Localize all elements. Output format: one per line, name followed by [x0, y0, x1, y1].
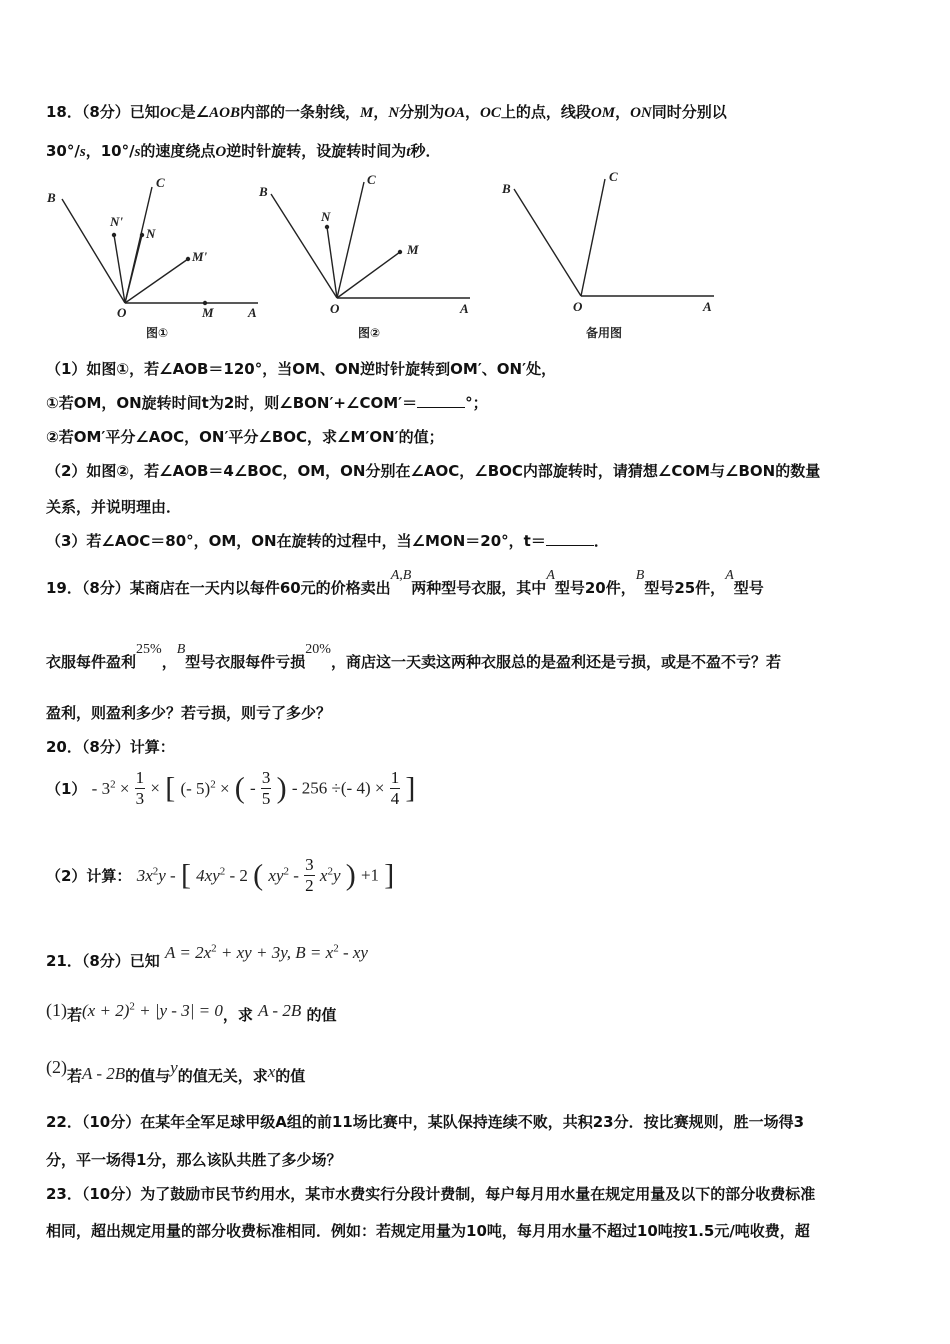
- q19-line2: 衣服每件盈利25%，B型号衣服每件亏损20%，商店这一天卖这两种衣服总的是盈利还是亏损，或是不盈不亏？若: [46, 642, 781, 671]
- point-n: [140, 233, 144, 237]
- fig1-label-a: A: [248, 305, 257, 320]
- fig3-caption: 备用图: [586, 326, 623, 340]
- q23-line2: 相同，超出规定用量的部分收费标准相同．例如：若规定用量为10吨，每月用水量不超过10吨按1.5元/吨收费，超: [46, 1222, 810, 1240]
- fig1-label-n: N: [146, 226, 156, 241]
- q18-part2b: 关系，并说明理由．: [46, 498, 182, 516]
- q20-part1: $(1) - 3^2$ × $\frac{1}{3}$ × [ (- 5)$^2$ × ( - $\frac{3}{5}$ ) - 256 ÷(- 4) × $\frac{1}{4}$ ]: [46, 768, 416, 808]
- fig1-caption: 图①: [146, 326, 169, 340]
- fig3-label-c: C: [609, 169, 618, 184]
- fig1-label-m-prime: M': [192, 249, 208, 264]
- fig2-label-c: C: [367, 172, 376, 187]
- q22-line2: 分，平一场得1分，那么该队共胜了多少场？: [46, 1151, 342, 1169]
- fig1-label-o: O: [117, 305, 127, 320]
- q18-line2: 30°/s，10°/s的速度绕点O逆时针旋转，设旋转时间为t秒．: [46, 142, 441, 160]
- q18-part1: （1）如图①，若∠AOB＝120°，当OM、ON逆时针旋转到OM′、ON′处，: [46, 360, 557, 378]
- q22-line1: 22．（10分）在某年全军足球甲级A组的前11场比赛中，某队保持连续不败，共积23分．按比赛规则，胜一场得3: [46, 1113, 805, 1131]
- fig2-label-o: O: [330, 301, 340, 316]
- point-m-prime: [186, 257, 190, 261]
- q20-part2: （2）计算： $3x^2y$ - [ $4xy^2 - 2$ ( $xy^2$ - $\frac{3}{2}$ $x^2y$ ) +1 ]: [46, 855, 395, 895]
- q18-part3: （3）若∠AOC＝80°，OM，ON在旋转的过程中，当∠MON＝20°，t＝ ．: [46, 532, 609, 550]
- q21-part2: (2)若A - 2B的值与y的值无关，求x的值: [46, 1057, 306, 1085]
- point-n: [325, 225, 329, 229]
- q18-part1b: ②若OM′平分∠AOC，ON′平分∠BOC，求∠M′ON′的值；: [46, 428, 444, 446]
- fig2-caption: 图②: [358, 326, 381, 340]
- fig3-label-a: A: [703, 299, 712, 314]
- q19-line1: 19．（8分）某商店在一天内以每件60元的价格卖出A,B两种型号衣服，其中A型号20件，B型号25件，A型号: [46, 568, 764, 597]
- q18-part2a: （2）如图②，若∠AOB＝4∠BOC，OM，ON分别在∠AOC，∠BOC内部旋转时，请猜想∠COM与∠BON的数量: [46, 462, 821, 480]
- figure-3: [514, 179, 714, 296]
- figure-1: [62, 187, 258, 303]
- fig3-label-o: O: [573, 299, 583, 314]
- fig3-label-b: B: [502, 181, 511, 196]
- fig2-label-a: A: [460, 301, 469, 316]
- fig2-label-n: N: [321, 209, 331, 224]
- q20-title: 20．（8分）计算：: [46, 738, 175, 756]
- figure-2: [271, 182, 470, 298]
- answer-blank[interactable]: [546, 531, 594, 546]
- fig1-label-n-prime: N': [110, 214, 123, 229]
- fig2-label-b: B: [259, 184, 268, 199]
- fig1-label-m: M: [202, 305, 214, 320]
- q18-part1a: ①若OM，ON旋转时间t为2时，则∠BON′+∠COM′＝ °；: [46, 394, 488, 412]
- q19-line3: 盈利，则盈利多少？若亏损，则亏了多少？: [46, 704, 332, 722]
- fig1-label-c: C: [156, 175, 165, 190]
- q18-line1: 18．（8分）已知OC是∠AOB内部的一条射线，M，N分别为OA，OC上的点，线段OM，ON同时分别以: [46, 103, 727, 121]
- q23-line1: 23．（10分）为了鼓励市民节约用水，某市水费实行分段计费制，每户每月用水量在规定用量及以下的部分收费标准: [46, 1185, 816, 1203]
- q21-title: 21．（8分）已知 $A = 2x^2$ + xy + 3y, $B = x^2$ - xy: [46, 942, 368, 970]
- answer-blank[interactable]: [417, 393, 465, 408]
- q18-figures: [0, 165, 950, 350]
- point-m: [398, 250, 402, 254]
- fig2-label-m: M: [407, 242, 419, 257]
- q21-part1: (1)若$(x + 2)^2 + |y - 3| = 0$，求 A - 2B 的值: [46, 1000, 337, 1024]
- point-n-prime: [112, 233, 116, 237]
- fig1-label-b: B: [47, 190, 56, 205]
